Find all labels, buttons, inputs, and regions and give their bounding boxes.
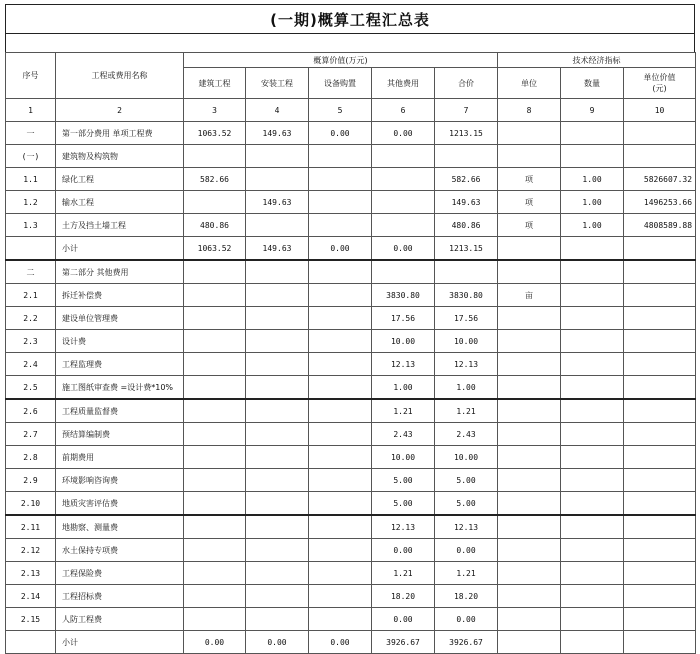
cell-c9 <box>561 608 624 631</box>
column-number-cell: 8 <box>498 99 561 122</box>
cell-c9 <box>561 469 624 492</box>
column-number-cell: 7 <box>435 99 498 122</box>
cell-c5 <box>309 539 372 562</box>
cell-c4 <box>246 562 309 585</box>
cell-c3: 480.86 <box>184 214 246 237</box>
cell-c3: 1063.52 <box>184 237 246 261</box>
cell-c8 <box>498 122 561 145</box>
cell-c7: 480.86 <box>435 214 498 237</box>
table-row <box>6 492 696 516</box>
cell-name: 预结算编制费 <box>56 423 184 446</box>
cell-c5 <box>309 585 372 608</box>
cell-c7: 12.13 <box>435 353 498 376</box>
header-construction: 建筑工程 <box>184 68 246 99</box>
cell-c10 <box>624 446 696 469</box>
cell-c7: 3926.67 <box>435 631 498 654</box>
cell-c5 <box>309 353 372 376</box>
cell-c3 <box>184 446 246 469</box>
table-row <box>6 145 696 168</box>
cell-name: 地勘察、测量费 <box>56 515 184 539</box>
cell-c4 <box>246 585 309 608</box>
cell-c6 <box>372 191 435 214</box>
cell-c9 <box>561 376 624 400</box>
table-row <box>6 168 696 191</box>
table-row <box>6 469 696 492</box>
column-number-cell: 5 <box>309 99 372 122</box>
cell-c9 <box>561 515 624 539</box>
cell-c9 <box>561 585 624 608</box>
cell-c8 <box>498 330 561 353</box>
cell-c3 <box>184 284 246 307</box>
cell-name: 第一部分费用 单项工程费 <box>56 122 184 145</box>
cell-name: 人防工程费 <box>56 608 184 631</box>
cell-c4 <box>246 307 309 330</box>
table-row <box>6 260 696 284</box>
table-row <box>6 399 696 423</box>
cell-c3 <box>184 492 246 516</box>
cell-seq: 1.1 <box>6 168 56 191</box>
cell-c10: 4808589.88 <box>624 214 696 237</box>
table-row <box>6 284 696 307</box>
cell-c7: 1213.15 <box>435 237 498 261</box>
cell-c4 <box>246 399 309 423</box>
cell-c6 <box>372 260 435 284</box>
cell-c8 <box>498 237 561 261</box>
cell-c3 <box>184 562 246 585</box>
cell-c3 <box>184 539 246 562</box>
header-tech-group: 技术经济指标 <box>498 53 696 68</box>
cell-c8 <box>498 423 561 446</box>
cell-seq: 2.12 <box>6 539 56 562</box>
cell-c4 <box>246 330 309 353</box>
cell-seq: 2.1 <box>6 284 56 307</box>
cell-c6: 0.00 <box>372 237 435 261</box>
cell-c9 <box>561 492 624 516</box>
cell-c4 <box>246 284 309 307</box>
cell-c10 <box>624 376 696 400</box>
cell-c9 <box>561 260 624 284</box>
sheet-title: (一期)概算工程汇总表 <box>5 4 695 33</box>
table-row <box>6 423 696 446</box>
column-number-cell: 3 <box>184 99 246 122</box>
cell-c8 <box>498 585 561 608</box>
table-row <box>6 631 696 654</box>
cell-seq: 2.6 <box>6 399 56 423</box>
cell-c7: 149.63 <box>435 191 498 214</box>
header-unit-price <box>624 68 696 99</box>
cell-c6: 12.13 <box>372 353 435 376</box>
cell-c7: 5.00 <box>435 469 498 492</box>
cell-seq: 2.10 <box>6 492 56 516</box>
cell-c4: 149.63 <box>246 122 309 145</box>
cell-c7: 1.00 <box>435 376 498 400</box>
cell-c7: 0.00 <box>435 539 498 562</box>
cell-c5 <box>309 145 372 168</box>
cell-name: 第二部分 其他费用 <box>56 260 184 284</box>
table-row <box>6 330 696 353</box>
header-unit-price-label: 单位价值 <box>643 73 676 82</box>
header-name: 工程或费用名称 <box>56 53 184 99</box>
cell-seq: 2.3 <box>6 330 56 353</box>
cell-c5 <box>309 608 372 631</box>
cell-c10 <box>624 539 696 562</box>
cell-c6: 2.43 <box>372 423 435 446</box>
cell-c3 <box>184 145 246 168</box>
cell-c5 <box>309 191 372 214</box>
cell-c10 <box>624 260 696 284</box>
cell-c8 <box>498 307 561 330</box>
cell-seq: 2.14 <box>6 585 56 608</box>
cell-c3 <box>184 469 246 492</box>
cell-c3 <box>184 260 246 284</box>
cell-c6: 5.00 <box>372 469 435 492</box>
cell-c5 <box>309 423 372 446</box>
table-row <box>6 515 696 539</box>
column-number-cell: 1 <box>6 99 56 122</box>
cell-c6: 17.56 <box>372 307 435 330</box>
cell-c4 <box>246 145 309 168</box>
table-row <box>6 307 696 330</box>
cell-c7: 582.66 <box>435 168 498 191</box>
cell-c10 <box>624 284 696 307</box>
cell-name: 施工图纸审查费 =设计费*10% <box>56 376 184 400</box>
cell-c8 <box>498 539 561 562</box>
cell-c8 <box>498 399 561 423</box>
cell-c7: 0.00 <box>435 608 498 631</box>
cell-c10: 1496253.66 <box>624 191 696 214</box>
cell-c10: 5826607.32 <box>624 168 696 191</box>
cell-c5 <box>309 446 372 469</box>
table-row <box>6 446 696 469</box>
cell-c8 <box>498 376 561 400</box>
cell-c9 <box>561 446 624 469</box>
cell-name: 输水工程 <box>56 191 184 214</box>
cell-c10 <box>624 122 696 145</box>
cell-c10 <box>624 492 696 516</box>
cell-c10 <box>624 237 696 261</box>
cell-c9 <box>561 145 624 168</box>
header-quantity: 数量 <box>561 68 624 99</box>
cell-c8 <box>498 353 561 376</box>
cell-c3 <box>184 423 246 446</box>
table-row <box>6 585 696 608</box>
cell-name: 建筑物及构筑物 <box>56 145 184 168</box>
cell-seq: 二 <box>6 260 56 284</box>
cell-c9: 1.00 <box>561 168 624 191</box>
cell-seq: 2.9 <box>6 469 56 492</box>
cell-c3: 0.00 <box>184 631 246 654</box>
header-unit-price-unit: (元) <box>652 84 667 93</box>
cell-seq: 1.3 <box>6 214 56 237</box>
cell-name: 环境影响咨询费 <box>56 469 184 492</box>
cell-c7: 12.13 <box>435 515 498 539</box>
cell-c6: 10.00 <box>372 330 435 353</box>
cell-c10 <box>624 423 696 446</box>
cell-c9 <box>561 330 624 353</box>
cell-c3 <box>184 585 246 608</box>
cell-seq: 2.13 <box>6 562 56 585</box>
cell-c5 <box>309 376 372 400</box>
cell-seq: 2.4 <box>6 353 56 376</box>
column-number-cell: 9 <box>561 99 624 122</box>
cell-c10 <box>624 399 696 423</box>
table-row <box>6 191 696 214</box>
cell-c9: 1.00 <box>561 214 624 237</box>
cell-c3 <box>184 376 246 400</box>
summary-sheet <box>5 4 695 654</box>
header-installation: 安装工程 <box>246 68 309 99</box>
cell-c6: 0.00 <box>372 608 435 631</box>
cell-c7: 5.00 <box>435 492 498 516</box>
cell-c7 <box>435 145 498 168</box>
cell-name: 小计 <box>56 631 184 654</box>
cell-name: 地质灾害评估费 <box>56 492 184 516</box>
cell-c5: 0.00 <box>309 237 372 261</box>
cell-c3 <box>184 608 246 631</box>
cell-c4 <box>246 515 309 539</box>
cell-c7: 1213.15 <box>435 122 498 145</box>
cell-c5 <box>309 260 372 284</box>
table-row <box>6 539 696 562</box>
cell-name: 工程招标费 <box>56 585 184 608</box>
cell-name: 建设单位管理费 <box>56 307 184 330</box>
cell-c3 <box>184 515 246 539</box>
cell-c9 <box>561 284 624 307</box>
cell-c4 <box>246 353 309 376</box>
table-row <box>6 122 696 145</box>
cell-c5: 0.00 <box>309 122 372 145</box>
cell-c6: 10.00 <box>372 446 435 469</box>
cell-c3: 1063.52 <box>184 122 246 145</box>
header-equipment: 设备购置 <box>309 68 372 99</box>
cell-c6 <box>372 145 435 168</box>
cell-name: 工程质量监督费 <box>56 399 184 423</box>
cell-c5 <box>309 307 372 330</box>
cell-c4 <box>246 469 309 492</box>
cell-c8 <box>498 608 561 631</box>
cell-c7: 1.21 <box>435 562 498 585</box>
cell-c10 <box>624 353 696 376</box>
cell-c7: 10.00 <box>435 330 498 353</box>
blank-spacer-row <box>5 33 695 52</box>
cell-name: 设计费 <box>56 330 184 353</box>
cell-c10 <box>624 469 696 492</box>
cell-c10 <box>624 631 696 654</box>
cell-c4: 0.00 <box>246 631 309 654</box>
cell-c8 <box>498 260 561 284</box>
cell-c9 <box>561 122 624 145</box>
cell-c4 <box>246 423 309 446</box>
column-number-cell: 4 <box>246 99 309 122</box>
cell-c10 <box>624 307 696 330</box>
cell-name: 拆迁补偿费 <box>56 284 184 307</box>
cell-c4: 149.63 <box>246 191 309 214</box>
cell-c9: 1.00 <box>561 191 624 214</box>
cell-c4 <box>246 608 309 631</box>
cell-c5 <box>309 515 372 539</box>
cell-name: 小计 <box>56 237 184 261</box>
summary-table <box>5 52 696 654</box>
cell-c9 <box>561 539 624 562</box>
cell-c6 <box>372 214 435 237</box>
cell-c9 <box>561 307 624 330</box>
cell-c6: 18.20 <box>372 585 435 608</box>
cell-seq <box>6 237 56 261</box>
cell-c3 <box>184 353 246 376</box>
cell-c5: 0.00 <box>309 631 372 654</box>
cell-c4 <box>246 214 309 237</box>
header-other: 其他费用 <box>372 68 435 99</box>
cell-c4 <box>246 168 309 191</box>
cell-c8: 项 <box>498 191 561 214</box>
cell-c5 <box>309 284 372 307</box>
column-number-cell: 6 <box>372 99 435 122</box>
cell-c9 <box>561 353 624 376</box>
cell-c8: 项 <box>498 168 561 191</box>
cell-c4 <box>246 260 309 284</box>
cell-c6: 3830.80 <box>372 284 435 307</box>
cell-c6: 1.21 <box>372 562 435 585</box>
cell-c8 <box>498 562 561 585</box>
cell-c3 <box>184 399 246 423</box>
cell-c5 <box>309 214 372 237</box>
cell-seq: (一) <box>6 145 56 168</box>
cell-seq: 2.5 <box>6 376 56 400</box>
cell-seq: 2.7 <box>6 423 56 446</box>
header-unit: 单位 <box>498 68 561 99</box>
cell-name: 土方及挡土墙工程 <box>56 214 184 237</box>
cell-seq: 2.15 <box>6 608 56 631</box>
cell-c10 <box>624 145 696 168</box>
cell-c8 <box>498 515 561 539</box>
cell-c3 <box>184 307 246 330</box>
cell-c8 <box>498 631 561 654</box>
cell-c7: 18.20 <box>435 585 498 608</box>
cell-seq: 1.2 <box>6 191 56 214</box>
header-estimate-group: 概算价值(万元) <box>184 53 498 68</box>
cell-c8: 项 <box>498 214 561 237</box>
cell-c5 <box>309 469 372 492</box>
cell-c10 <box>624 515 696 539</box>
cell-c7 <box>435 260 498 284</box>
cell-c4: 149.63 <box>246 237 309 261</box>
cell-c8: 亩 <box>498 284 561 307</box>
column-number-cell: 2 <box>56 99 184 122</box>
cell-c6: 3926.67 <box>372 631 435 654</box>
cell-c7: 1.21 <box>435 399 498 423</box>
column-number-cell: 10 <box>624 99 696 122</box>
cell-c4 <box>246 446 309 469</box>
cell-c5 <box>309 399 372 423</box>
cell-seq <box>6 631 56 654</box>
cell-c3 <box>184 191 246 214</box>
cell-name: 前期费用 <box>56 446 184 469</box>
table-row <box>6 353 696 376</box>
cell-c8 <box>498 145 561 168</box>
cell-c6: 0.00 <box>372 539 435 562</box>
cell-name: 工程保险费 <box>56 562 184 585</box>
cell-c9 <box>561 562 624 585</box>
cell-c5 <box>309 562 372 585</box>
cell-c6: 1.21 <box>372 399 435 423</box>
cell-c10 <box>624 608 696 631</box>
cell-c7: 10.00 <box>435 446 498 469</box>
cell-c5 <box>309 168 372 191</box>
cell-c4 <box>246 376 309 400</box>
cell-c6: 12.13 <box>372 515 435 539</box>
table-row <box>6 608 696 631</box>
cell-c10 <box>624 585 696 608</box>
header-total: 合价 <box>435 68 498 99</box>
cell-c9 <box>561 423 624 446</box>
cell-seq: 2.11 <box>6 515 56 539</box>
cell-seq: 2.2 <box>6 307 56 330</box>
cell-c6 <box>372 168 435 191</box>
cell-c10 <box>624 330 696 353</box>
table-row <box>6 562 696 585</box>
header-seq: 序号 <box>6 53 56 99</box>
cell-c10 <box>624 562 696 585</box>
cell-c6: 5.00 <box>372 492 435 516</box>
cell-name: 工程监理费 <box>56 353 184 376</box>
cell-c6: 0.00 <box>372 122 435 145</box>
cell-c7: 2.43 <box>435 423 498 446</box>
cell-name: 水土保持专项费 <box>56 539 184 562</box>
cell-c7: 17.56 <box>435 307 498 330</box>
cell-seq: 一 <box>6 122 56 145</box>
cell-c8 <box>498 469 561 492</box>
cell-c6: 1.00 <box>372 376 435 400</box>
table-row <box>6 237 696 261</box>
cell-c3 <box>184 330 246 353</box>
cell-seq: 2.8 <box>6 446 56 469</box>
cell-c7: 3830.80 <box>435 284 498 307</box>
cell-c4 <box>246 492 309 516</box>
cell-c9 <box>561 399 624 423</box>
cell-name: 绿化工程 <box>56 168 184 191</box>
table-row <box>6 376 696 400</box>
cell-c5 <box>309 330 372 353</box>
cell-c8 <box>498 492 561 516</box>
cell-c9 <box>561 237 624 261</box>
cell-c3: 582.66 <box>184 168 246 191</box>
cell-c8 <box>498 446 561 469</box>
cell-c4 <box>246 539 309 562</box>
cell-c5 <box>309 492 372 516</box>
cell-c9 <box>561 631 624 654</box>
column-number-row <box>6 99 696 122</box>
table-row <box>6 214 696 237</box>
